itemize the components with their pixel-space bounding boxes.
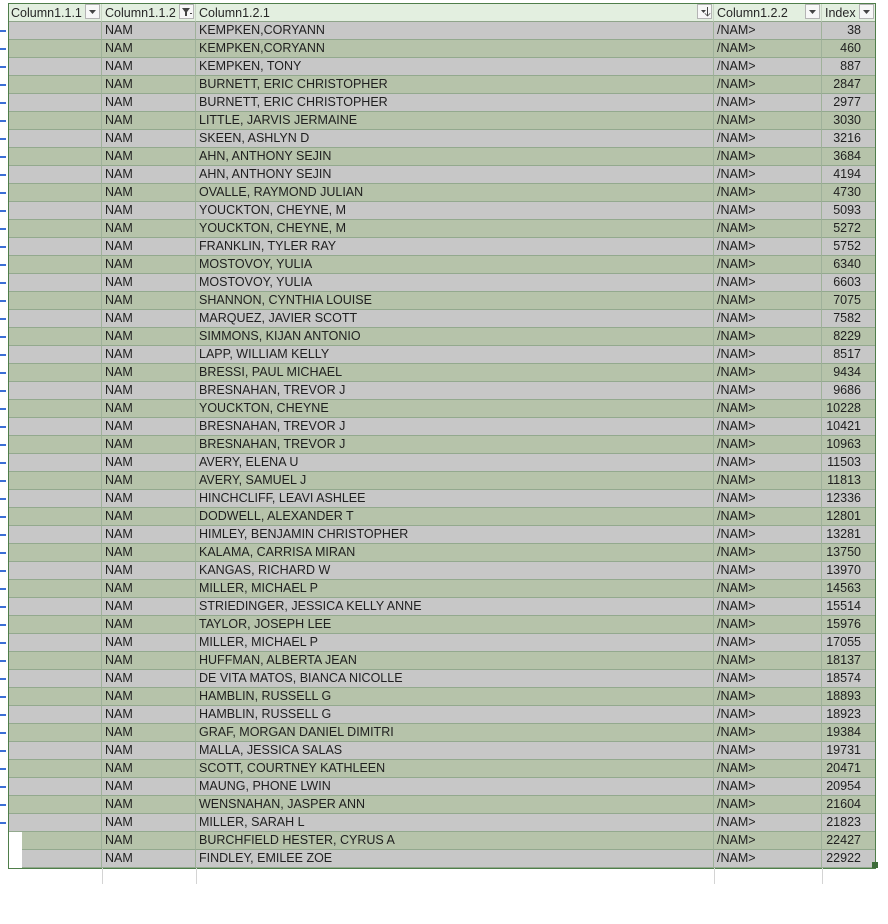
cell-column-1-1-2[interactable]: NAM [102, 76, 196, 94]
cell-column-1-2-1[interactable]: MOSTOVOY, YULIA [196, 274, 714, 292]
cell-column-1-2-2[interactable]: /NAM> [714, 436, 822, 454]
cell-column-1-1-1[interactable] [8, 670, 102, 688]
table-row[interactable] [0, 832, 876, 850]
cell-column-1-1-2[interactable]: NAM [102, 598, 196, 616]
table-row[interactable] [0, 346, 876, 364]
cell-column-1-2-1[interactable]: AVERY, SAMUEL J [196, 472, 714, 490]
cell-column-1-2-2[interactable]: /NAM> [714, 742, 822, 760]
cell-column-1-1-1[interactable] [8, 706, 102, 724]
cell-column-1-2-1[interactable]: KEMPKEN,CORYANN [196, 40, 714, 58]
table-row[interactable] [0, 94, 876, 112]
table-row[interactable] [0, 544, 876, 562]
cell-column-1-1-1[interactable] [8, 382, 102, 400]
table-row[interactable] [0, 364, 876, 382]
cell-column-1-1-1[interactable] [8, 346, 102, 364]
cell-column-1-2-2[interactable]: /NAM> [714, 58, 822, 76]
cell-column-1-1-1[interactable] [8, 202, 102, 220]
cell-column-1-1-2[interactable]: NAM [102, 184, 196, 202]
cell-index[interactable]: 5272 [822, 220, 876, 238]
cell-column-1-1-2[interactable]: NAM [102, 166, 196, 184]
header-label: Index [825, 6, 856, 20]
cell-column-1-1-1[interactable] [8, 364, 102, 382]
cell-column-1-1-1[interactable] [8, 148, 102, 166]
gridline [196, 868, 197, 884]
cell-column-1-1-1[interactable] [8, 274, 102, 292]
cell-column-1-2-2[interactable]: /NAM> [714, 346, 822, 364]
cell-column-1-1-1[interactable] [8, 328, 102, 346]
cell-column-1-1-2[interactable]: NAM [102, 724, 196, 742]
cell-column-1-1-1[interactable] [8, 544, 102, 562]
cell-column-1-1-2[interactable]: NAM [102, 148, 196, 166]
cell-column-1-2-2[interactable]: /NAM> [714, 148, 822, 166]
cell-index[interactable]: 18137 [822, 652, 876, 670]
cell-column-1-2-1[interactable]: GRAF, MORGAN DANIEL DIMITRI [196, 724, 714, 742]
cell-column-1-1-2[interactable]: NAM [102, 580, 196, 598]
table-row[interactable] [0, 76, 876, 94]
cell-column-1-2-2[interactable]: /NAM> [714, 256, 822, 274]
cell-column-1-1-2[interactable]: NAM [102, 238, 196, 256]
cell-column-1-1-1[interactable] [8, 472, 102, 490]
cell-column-1-2-2[interactable]: /NAM> [714, 94, 822, 112]
table-row[interactable] [0, 814, 876, 832]
header-label: Column1.2.1 [199, 6, 270, 20]
cell-column-1-2-2[interactable]: /NAM> [714, 832, 822, 850]
cell-index[interactable]: 7075 [822, 292, 876, 310]
dropdown-arrow-icon[interactable] [85, 4, 100, 19]
cell-index[interactable]: 13750 [822, 544, 876, 562]
cell-column-1-1-2[interactable]: NAM [102, 526, 196, 544]
table-row[interactable] [0, 562, 876, 580]
cell-index[interactable]: 12336 [822, 490, 876, 508]
cell-column-1-2-2[interactable]: /NAM> [714, 796, 822, 814]
table-row[interactable] [0, 58, 876, 76]
cell-column-1-1-2[interactable]: NAM [102, 292, 196, 310]
cell-column-1-2-2[interactable]: /NAM> [714, 724, 822, 742]
cell-column-1-2-2[interactable]: /NAM> [714, 850, 822, 868]
cell-index[interactable]: 15976 [822, 616, 876, 634]
cell-column-1-2-2[interactable]: /NAM> [714, 382, 822, 400]
header-label: Column1.2.2 [717, 6, 788, 20]
table-row[interactable] [0, 202, 876, 220]
cell-column-1-1-2[interactable]: NAM [102, 814, 196, 832]
cell-column-1-1-2[interactable]: NAM [102, 310, 196, 328]
cell-column-1-1-2[interactable]: NAM [102, 454, 196, 472]
cell-index[interactable]: 3216 [822, 130, 876, 148]
cell-column-1-1-1[interactable] [8, 580, 102, 598]
cell-column-1-2-2[interactable]: /NAM> [714, 652, 822, 670]
cell-column-1-1-1[interactable] [8, 652, 102, 670]
cell-column-1-2-2[interactable]: /NAM> [714, 562, 822, 580]
header-label: Column1.1.1 [11, 6, 82, 20]
table-resize-handle[interactable] [872, 862, 878, 868]
cell-column-1-2-1[interactable]: KEMPKEN, TONY [196, 58, 714, 76]
cell-column-1-1-1[interactable] [8, 94, 102, 112]
table-row[interactable] [0, 742, 876, 760]
header-label: Column1.1.2 [105, 6, 176, 20]
table-row[interactable] [0, 526, 876, 544]
cell-column-1-2-1[interactable]: SKEEN, ASHLYN D [196, 130, 714, 148]
cell-column-1-1-2[interactable]: NAM [102, 616, 196, 634]
cell-column-1-2-1[interactable]: HAMBLIN, RUSSELL G [196, 706, 714, 724]
cell-column-1-2-2[interactable]: /NAM> [714, 40, 822, 58]
cell-index[interactable]: 9434 [822, 364, 876, 382]
table-row[interactable] [0, 436, 876, 454]
header-column-1-2-1[interactable] [196, 3, 714, 22]
cell-column-1-2-1[interactable]: KANGAS, RICHARD W [196, 562, 714, 580]
cell-index[interactable]: 2847 [822, 76, 876, 94]
cell-column-1-1-2[interactable]: NAM [102, 670, 196, 688]
cell-column-1-2-2[interactable]: /NAM> [714, 814, 822, 832]
cell-column-1-2-1[interactable]: YOUCKTON, CHEYNE, M [196, 220, 714, 238]
cell-column-1-1-2[interactable]: NAM [102, 544, 196, 562]
cell-column-1-2-1[interactable]: DODWELL, ALEXANDER T [196, 508, 714, 526]
cell-column-1-2-2[interactable]: /NAM> [714, 508, 822, 526]
cell-index[interactable]: 4194 [822, 166, 876, 184]
cell-column-1-1-1[interactable] [8, 778, 102, 796]
cell-index[interactable]: 2977 [822, 94, 876, 112]
cell-column-1-2-2[interactable]: /NAM> [714, 76, 822, 94]
cell-column-1-1-2[interactable]: NAM [102, 778, 196, 796]
cell-column-1-1-1[interactable] [8, 184, 102, 202]
cell-column-1-1-1[interactable] [8, 220, 102, 238]
cell-column-1-1-1[interactable] [8, 292, 102, 310]
cell-column-1-2-2[interactable]: /NAM> [714, 22, 822, 40]
cell-column-1-2-2[interactable]: /NAM> [714, 490, 822, 508]
cell-index[interactable]: 21823 [822, 814, 876, 832]
cell-index[interactable]: 14563 [822, 580, 876, 598]
cell-column-1-2-2[interactable]: /NAM> [714, 688, 822, 706]
cell-column-1-1-1[interactable] [8, 814, 102, 832]
cell-column-1-2-1[interactable]: BURNETT, ERIC CHRISTOPHER [196, 76, 714, 94]
cell-column-1-1-1[interactable] [8, 436, 102, 454]
cell-index[interactable]: 8517 [822, 346, 876, 364]
cell-column-1-2-1[interactable]: HAMBLIN, RUSSELL G [196, 688, 714, 706]
cell-column-1-1-1[interactable] [8, 58, 102, 76]
cell-column-1-1-2[interactable]: NAM [102, 490, 196, 508]
cell-column-1-2-1[interactable]: LITTLE, JARVIS JERMAINE [196, 112, 714, 130]
table-row[interactable] [0, 778, 876, 796]
cell-column-1-1-1[interactable] [22, 850, 102, 868]
table-row[interactable] [0, 580, 876, 598]
cell-index[interactable]: 10421 [822, 418, 876, 436]
cell-column-1-2-2[interactable]: /NAM> [714, 238, 822, 256]
cell-column-1-1-2[interactable]: NAM [102, 22, 196, 40]
cell-column-1-2-2[interactable]: /NAM> [714, 220, 822, 238]
cell-column-1-1-2[interactable]: NAM [102, 112, 196, 130]
cell-index[interactable]: 6340 [822, 256, 876, 274]
table-row[interactable] [0, 706, 876, 724]
filter-applied-icon[interactable] [179, 4, 194, 19]
table-row[interactable] [0, 256, 876, 274]
table-row[interactable] [0, 328, 876, 346]
dropdown-arrow-icon[interactable] [859, 4, 874, 19]
cell-column-1-1-2[interactable]: NAM [102, 364, 196, 382]
table-row[interactable] [0, 508, 876, 526]
cell-index[interactable]: 5752 [822, 238, 876, 256]
cell-column-1-2-1[interactable]: TAYLOR, JOSEPH LEE [196, 616, 714, 634]
cell-index[interactable]: 5093 [822, 202, 876, 220]
table-row[interactable] [0, 382, 876, 400]
cell-column-1-2-2[interactable]: /NAM> [714, 472, 822, 490]
cell-column-1-2-1[interactable]: HIMLEY, BENJAMIN CHRISTOPHER [196, 526, 714, 544]
cell-index[interactable]: 15514 [822, 598, 876, 616]
cell-index[interactable]: 3030 [822, 112, 876, 130]
cell-column-1-1-1[interactable] [8, 724, 102, 742]
table-row[interactable] [0, 634, 876, 652]
table-row[interactable] [0, 166, 876, 184]
cell-column-1-1-2[interactable]: NAM [102, 850, 196, 868]
table-row[interactable] [0, 724, 876, 742]
cell-column-1-1-1[interactable] [8, 796, 102, 814]
cell-column-1-1-1[interactable] [8, 508, 102, 526]
cell-column-1-2-1[interactable]: FRANKLIN, TYLER RAY [196, 238, 714, 256]
cell-column-1-1-2[interactable]: NAM [102, 220, 196, 238]
cell-column-1-1-1[interactable] [8, 40, 102, 58]
cell-index[interactable]: 10228 [822, 400, 876, 418]
cell-column-1-1-1[interactable] [8, 22, 102, 40]
cell-column-1-1-2[interactable]: NAM [102, 832, 196, 850]
cell-index[interactable]: 3684 [822, 148, 876, 166]
table-row[interactable] [0, 418, 876, 436]
cell-index[interactable]: 38 [822, 22, 876, 40]
cell-index[interactable]: 13281 [822, 526, 876, 544]
cell-column-1-1-2[interactable]: NAM [102, 346, 196, 364]
cell-index[interactable]: 22427 [822, 832, 876, 850]
cell-column-1-2-1[interactable]: BRESNAHAN, TREVOR J [196, 418, 714, 436]
cell-index[interactable]: 8229 [822, 328, 876, 346]
cell-column-1-2-1[interactable]: OVALLE, RAYMOND JULIAN [196, 184, 714, 202]
cell-column-1-2-1[interactable]: YOUCKTON, CHEYNE, M [196, 202, 714, 220]
cell-column-1-1-2[interactable]: NAM [102, 202, 196, 220]
cell-column-1-1-2[interactable]: NAM [102, 508, 196, 526]
cell-column-1-1-2[interactable]: NAM [102, 274, 196, 292]
table-row[interactable] [0, 220, 876, 238]
cell-column-1-2-1[interactable]: STRIEDINGER, JESSICA KELLY ANNE [196, 598, 714, 616]
cell-column-1-1-1[interactable] [8, 688, 102, 706]
cell-column-1-1-1[interactable] [8, 130, 102, 148]
cell-index[interactable]: 4730 [822, 184, 876, 202]
cell-column-1-1-2[interactable]: NAM [102, 382, 196, 400]
cell-column-1-1-1[interactable] [8, 310, 102, 328]
cell-column-1-1-1[interactable] [8, 562, 102, 580]
cell-column-1-2-1[interactable]: MALLA, JESSICA SALAS [196, 742, 714, 760]
cell-column-1-2-1[interactable]: HINCHCLIFF, LEAVI ASHLEE [196, 490, 714, 508]
cell-column-1-2-1[interactable]: SCOTT, COURTNEY KATHLEEN [196, 760, 714, 778]
cell-column-1-1-1[interactable] [8, 598, 102, 616]
cell-column-1-1-2[interactable]: NAM [102, 472, 196, 490]
cell-column-1-1-2[interactable]: NAM [102, 418, 196, 436]
cell-column-1-1-2[interactable]: NAM [102, 130, 196, 148]
cell-column-1-2-1[interactable]: MILLER, MICHAEL P [196, 580, 714, 598]
cell-column-1-1-1[interactable] [8, 76, 102, 94]
cell-column-1-2-1[interactable]: MILLER, SARAH L [196, 814, 714, 832]
table-header-row [0, 3, 888, 22]
cell-column-1-2-2[interactable]: /NAM> [714, 634, 822, 652]
cell-index[interactable]: 18893 [822, 688, 876, 706]
cell-column-1-2-2[interactable]: /NAM> [714, 616, 822, 634]
cell-index[interactable]: 22922 [822, 850, 876, 868]
cell-column-1-2-1[interactable]: BURNETT, ERIC CHRISTOPHER [196, 94, 714, 112]
cell-column-1-2-1[interactable]: SHANNON, CYNTHIA LOUISE [196, 292, 714, 310]
cell-column-1-2-1[interactable]: BRESNAHAN, TREVOR J [196, 382, 714, 400]
cell-column-1-1-2[interactable]: NAM [102, 706, 196, 724]
cell-column-1-2-1[interactable]: LAPP, WILLIAM KELLY [196, 346, 714, 364]
table-row[interactable] [0, 292, 876, 310]
cell-index[interactable]: 887 [822, 58, 876, 76]
cell-column-1-1-1[interactable] [8, 400, 102, 418]
cell-column-1-2-2[interactable]: /NAM> [714, 112, 822, 130]
cell-column-1-2-1[interactable]: YOUCKTON, CHEYNE [196, 400, 714, 418]
cell-column-1-1-1[interactable] [22, 832, 102, 850]
cell-column-1-1-1[interactable] [8, 454, 102, 472]
sort-filter-icon[interactable] [697, 4, 712, 19]
cell-column-1-1-2[interactable]: NAM [102, 436, 196, 454]
cell-index[interactable]: 17055 [822, 634, 876, 652]
cell-index[interactable]: 21604 [822, 796, 876, 814]
cell-column-1-2-2[interactable]: /NAM> [714, 292, 822, 310]
table-row[interactable] [0, 148, 876, 166]
cell-column-1-1-1[interactable] [8, 490, 102, 508]
table-row[interactable] [0, 310, 876, 328]
cell-column-1-1-2[interactable]: NAM [102, 634, 196, 652]
cell-index[interactable]: 18574 [822, 670, 876, 688]
cell-column-1-2-2[interactable]: /NAM> [714, 364, 822, 382]
table-row[interactable] [0, 400, 876, 418]
cell-column-1-2-2[interactable]: /NAM> [714, 760, 822, 778]
table-row[interactable] [0, 184, 876, 202]
cell-column-1-2-2[interactable]: /NAM> [714, 598, 822, 616]
cell-column-1-2-1[interactable]: BURCHFIELD HESTER, CYRUS A [196, 832, 714, 850]
cell-column-1-1-1[interactable] [8, 166, 102, 184]
cell-column-1-1-1[interactable] [8, 760, 102, 778]
table-row[interactable] [0, 652, 876, 670]
table-row[interactable] [0, 40, 876, 58]
cell-column-1-2-2[interactable]: /NAM> [714, 166, 822, 184]
cell-index[interactable]: 7582 [822, 310, 876, 328]
cell-column-1-2-1[interactable]: WENSNAHAN, JASPER ANN [196, 796, 714, 814]
cell-index[interactable]: 460 [822, 40, 876, 58]
cell-index[interactable]: 11813 [822, 472, 876, 490]
gridline [714, 868, 715, 884]
cell-column-1-1-2[interactable]: NAM [102, 562, 196, 580]
cell-column-1-2-1[interactable]: FINDLEY, EMILEE ZOE [196, 850, 714, 868]
cell-column-1-2-2[interactable]: /NAM> [714, 328, 822, 346]
table-row[interactable] [0, 112, 876, 130]
cell-column-1-2-2[interactable]: /NAM> [714, 400, 822, 418]
cell-column-1-2-1[interactable]: MAUNG, PHONE LWIN [196, 778, 714, 796]
cell-index[interactable]: 19731 [822, 742, 876, 760]
table-row[interactable] [0, 598, 876, 616]
table-row[interactable] [0, 22, 876, 40]
cell-column-1-2-1[interactable]: KEMPKEN,CORYANN [196, 22, 714, 40]
cell-column-1-1-1[interactable] [8, 634, 102, 652]
table-row[interactable] [0, 688, 876, 706]
cell-column-1-1-1[interactable] [8, 418, 102, 436]
cell-column-1-2-1[interactable]: MOSTOVOY, YULIA [196, 256, 714, 274]
cell-column-1-2-2[interactable]: /NAM> [714, 526, 822, 544]
cell-column-1-1-2[interactable]: NAM [102, 760, 196, 778]
cell-column-1-1-1[interactable] [8, 256, 102, 274]
cell-column-1-1-2[interactable]: NAM [102, 328, 196, 346]
cell-column-1-2-1[interactable]: MILLER, MICHAEL P [196, 634, 714, 652]
table-row[interactable] [0, 796, 876, 814]
cell-column-1-1-2[interactable]: NAM [102, 688, 196, 706]
cell-column-1-2-2[interactable]: /NAM> [714, 778, 822, 796]
cell-column-1-1-1[interactable] [8, 112, 102, 130]
cell-column-1-2-1[interactable]: DE VITA MATOS, BIANCA NICOLLE [196, 670, 714, 688]
cell-column-1-1-2[interactable]: NAM [102, 40, 196, 58]
cell-column-1-2-1[interactable]: KALAMA, CARRISA MIRAN [196, 544, 714, 562]
cell-column-1-1-2[interactable]: NAM [102, 742, 196, 760]
cell-index[interactable]: 20471 [822, 760, 876, 778]
table-row[interactable] [0, 760, 876, 778]
cell-column-1-2-1[interactable]: HUFFMAN, ALBERTA JEAN [196, 652, 714, 670]
cell-column-1-2-1[interactable]: AHN, ANTHONY SEJIN [196, 148, 714, 166]
cell-column-1-1-2[interactable]: NAM [102, 94, 196, 112]
cell-column-1-1-1[interactable] [8, 742, 102, 760]
dropdown-arrow-icon[interactable] [805, 4, 820, 19]
cell-column-1-2-1[interactable]: AHN, ANTHONY SEJIN [196, 166, 714, 184]
cell-column-1-2-2[interactable]: /NAM> [714, 580, 822, 598]
cell-index[interactable]: 18923 [822, 706, 876, 724]
cell-column-1-2-2[interactable]: /NAM> [714, 202, 822, 220]
cell-column-1-2-1[interactable]: BRESSI, PAUL MICHAEL [196, 364, 714, 382]
cell-column-1-1-1[interactable] [8, 526, 102, 544]
gridline [822, 868, 823, 884]
cell-column-1-2-2[interactable]: /NAM> [714, 274, 822, 292]
cell-column-1-2-2[interactable]: /NAM> [714, 184, 822, 202]
cell-index[interactable]: 19384 [822, 724, 876, 742]
cell-column-1-2-1[interactable]: MARQUEZ, JAVIER SCOTT [196, 310, 714, 328]
cell-column-1-2-2[interactable]: /NAM> [714, 670, 822, 688]
table-row[interactable] [0, 850, 876, 868]
table-row[interactable] [0, 670, 876, 688]
table-row[interactable] [0, 616, 876, 634]
cell-column-1-2-2[interactable]: /NAM> [714, 706, 822, 724]
cell-index[interactable]: 6603 [822, 274, 876, 292]
table-row[interactable] [0, 238, 876, 256]
cell-column-1-1-2[interactable]: NAM [102, 256, 196, 274]
table-row[interactable] [0, 454, 876, 472]
table-row[interactable] [0, 130, 876, 148]
cell-column-1-2-1[interactable]: BRESNAHAN, TREVOR J [196, 436, 714, 454]
cell-column-1-1-1[interactable] [8, 238, 102, 256]
table-row[interactable] [0, 472, 876, 490]
cell-column-1-2-2[interactable]: /NAM> [714, 544, 822, 562]
cell-column-1-1-2[interactable]: NAM [102, 796, 196, 814]
gridline [102, 868, 103, 884]
cell-index[interactable]: 12801 [822, 508, 876, 526]
cell-index[interactable]: 9686 [822, 382, 876, 400]
cell-column-1-2-2[interactable]: /NAM> [714, 310, 822, 328]
cell-column-1-2-2[interactable]: /NAM> [714, 418, 822, 436]
cell-index[interactable]: 13970 [822, 562, 876, 580]
cell-column-1-2-1[interactable]: SIMMONS, KIJAN ANTONIO [196, 328, 714, 346]
cell-index[interactable]: 20954 [822, 778, 876, 796]
cell-column-1-2-2[interactable]: /NAM> [714, 130, 822, 148]
cell-column-1-1-2[interactable]: NAM [102, 652, 196, 670]
cell-column-1-1-2[interactable]: NAM [102, 58, 196, 76]
cell-index[interactable]: 10963 [822, 436, 876, 454]
cell-index[interactable]: 11503 [822, 454, 876, 472]
table-row[interactable] [0, 274, 876, 292]
cell-column-1-2-2[interactable]: /NAM> [714, 454, 822, 472]
table-row[interactable] [0, 490, 876, 508]
cell-column-1-2-1[interactable]: AVERY, ELENA U [196, 454, 714, 472]
cell-column-1-1-1[interactable] [8, 616, 102, 634]
cell-column-1-1-2[interactable]: NAM [102, 400, 196, 418]
